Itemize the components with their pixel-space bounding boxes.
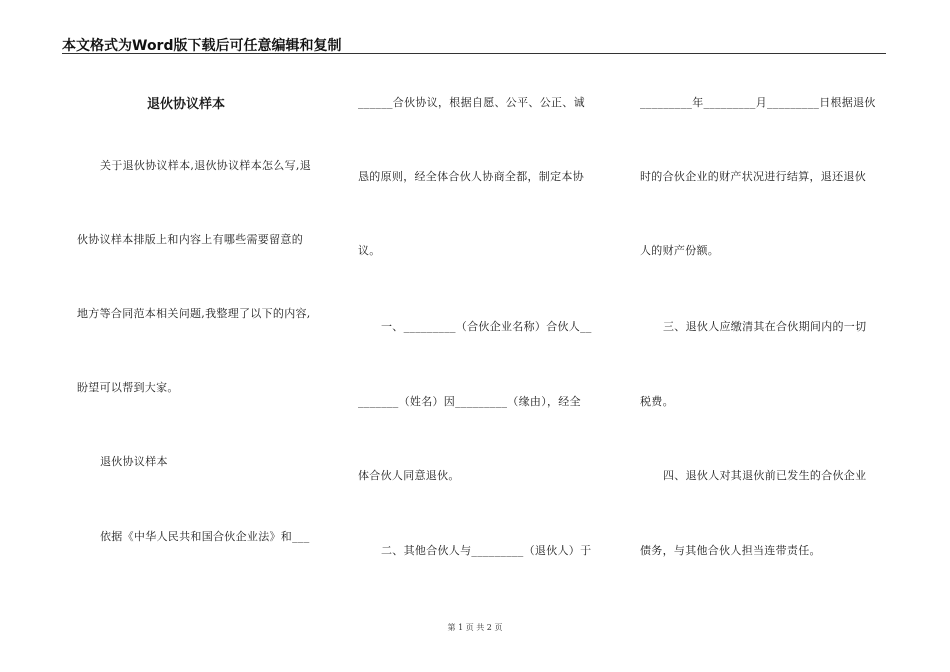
col3-line-2: 时的合伙企业的财产状况进行结算，退还退伙 [640,170,866,183]
page-number: 第 1 页 共 2 页 [447,623,503,632]
col3-line-3: 人的财产份额。 [640,244,720,257]
document-title: 退伙协议样本 [147,97,226,112]
col1-line-4: 盼望可以帮到大家。 [77,381,179,394]
col2-line-2: 恳的原则，经全体合伙人协商全都，制定本协 [358,170,584,183]
col1-line-6: 依据《中华人民共和国合伙企业法》和___ [100,530,310,543]
col3-line-1: _________年_________月_________日根据退伙 [640,96,876,109]
col2-line-5: _______（姓名）因_________（缘由），经全 [358,395,581,408]
col3-line-4: 三、退伙人应缴清其在合伙期间内的一切 [663,320,867,333]
col2-line-6: 体合伙人同意退伙。 [358,469,460,482]
col3-line-5: 税费。 [640,395,674,408]
col2-line-4: 一、_________（合伙企业名称）合伙人__ [381,320,592,333]
col2-line-3: 议。 [358,244,381,257]
col1-line-5: 退伙协议样本 [100,455,168,468]
col2-line-7: 二、其他合伙人与_________（退伙人）于 [381,544,592,557]
col3-line-7: 债务，与其他合伙人担当连带责任。 [640,544,821,557]
col1-line-2: 伙协议样本排版上和内容上有哪些需要留意的 [77,233,303,246]
col1-line-1: 关于退伙协议样本,退伙协议样本怎么写,退 [100,159,311,172]
col1-line-3: 地方等合同范本相关问题,我整理了以下的内容, [77,307,311,320]
document-header: 本文格式为Word版下载后可任意编辑和复制 [62,35,886,54]
col3-line-6: 四、退伙人对其退伙前已发生的合伙企业 [663,469,867,482]
col2-line-1: ______合伙协议，根据自愿、公平、公正、诚 [358,96,585,109]
